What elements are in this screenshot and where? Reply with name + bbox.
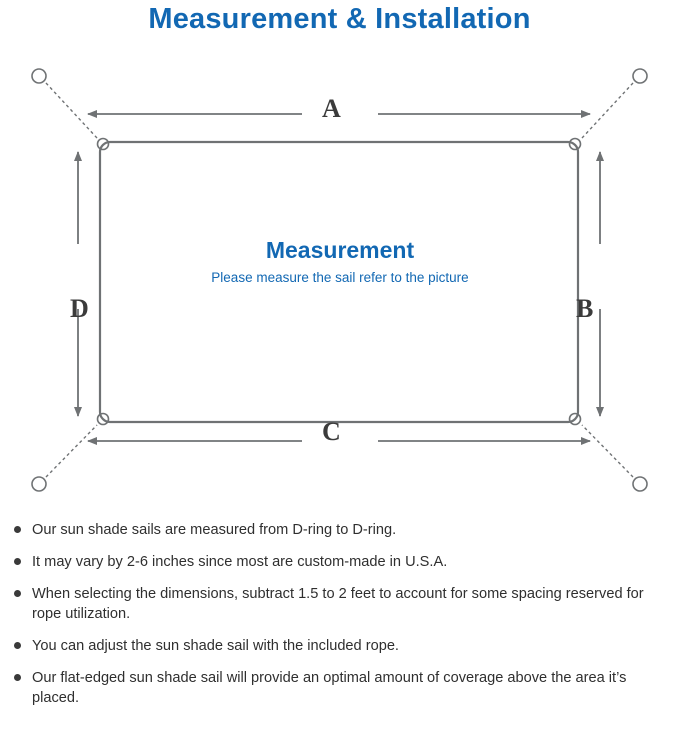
measurement-title: Measurement — [265, 237, 415, 263]
anchor-top-right-icon — [633, 69, 647, 83]
bullet-icon — [14, 558, 21, 565]
dimension-label-b: B — [576, 294, 594, 323]
list-item — [0, 520, 679, 540]
rope-top-left — [46, 83, 97, 138]
list-item — [0, 636, 679, 656]
dimension-label-c: C — [322, 417, 341, 446]
rope-top-right — [582, 83, 633, 138]
shade-sail-diagram — [0, 44, 679, 514]
note-text: When selecting the dimensions, subtract 1.5 to 2 feet to account for some spacing reserved for rope utilization. — [32, 586, 644, 622]
note-text: You can adjust the sun shade sail with the included rope. — [32, 638, 399, 654]
rope-bottom-right — [582, 425, 633, 477]
bullet-icon — [14, 590, 21, 597]
measurement-subtitle: Please measure the sail refer to the picture — [211, 270, 469, 285]
note-text: Our flat-edged sun shade sail will provide an optimal amount of coverage above the area it’s placed. — [32, 670, 627, 706]
bullet-icon — [14, 526, 21, 533]
note-text: Our sun shade sails are measured from D-ring to D-ring. — [32, 522, 397, 538]
bullet-icon — [14, 674, 21, 681]
anchor-bottom-left-icon — [32, 477, 46, 491]
note-text: It may vary by 2-6 inches since most are custom-made in U.S.A. — [32, 554, 448, 570]
measurement-caption — [105, 234, 575, 290]
anchor-bottom-right-icon — [633, 477, 647, 491]
list-item — [0, 668, 679, 708]
bullet-icon — [14, 642, 21, 649]
list-item — [0, 552, 679, 572]
notes-list — [0, 520, 679, 720]
rope-bottom-left — [46, 425, 97, 477]
page-title: Measurement & Installation — [148, 3, 531, 35]
anchor-top-left-icon — [32, 69, 46, 83]
dimension-label-a: A — [322, 94, 341, 123]
dimension-label-d: D — [70, 294, 89, 323]
list-item — [0, 584, 679, 624]
